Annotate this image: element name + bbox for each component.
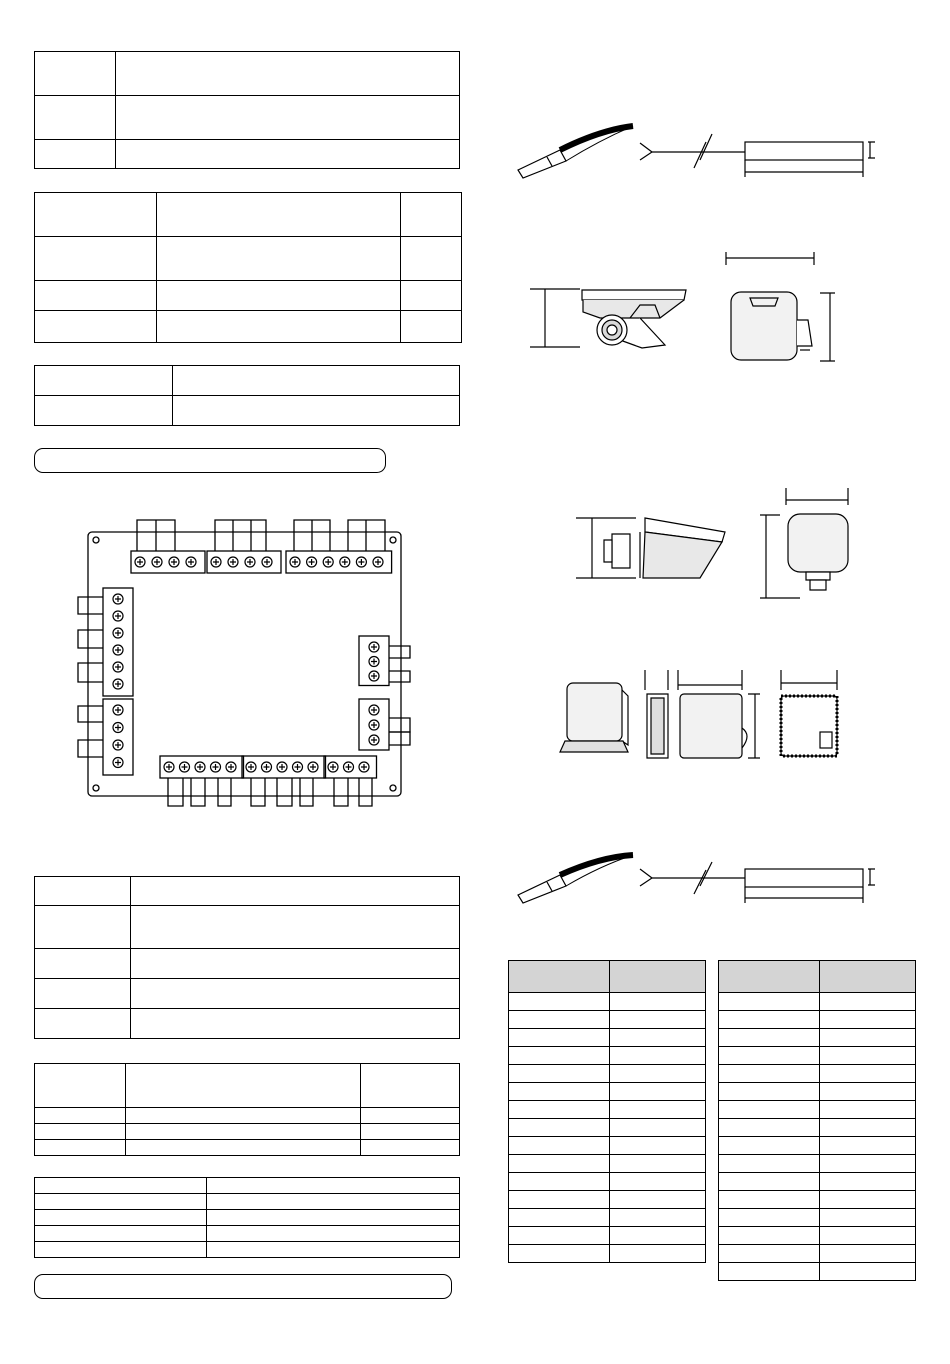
table-row xyxy=(509,1101,706,1119)
table-header-cell xyxy=(719,961,820,993)
table-cell xyxy=(610,1011,706,1029)
table-cell xyxy=(509,1155,610,1173)
table-row xyxy=(719,1083,916,1101)
table-cell xyxy=(719,1209,820,1227)
table-cell xyxy=(820,1209,916,1227)
table-cell xyxy=(719,1263,820,1281)
table-row xyxy=(509,1227,706,1245)
table-cell xyxy=(719,1137,820,1155)
table-row xyxy=(719,1065,916,1083)
table-cell xyxy=(719,1101,820,1119)
table-cell xyxy=(610,1083,706,1101)
table-cell xyxy=(820,1173,916,1191)
table-row xyxy=(719,1209,916,1227)
table-row xyxy=(509,1065,706,1083)
table-cell xyxy=(719,1119,820,1137)
table-cell xyxy=(610,1155,706,1173)
table-cell xyxy=(610,1227,706,1245)
table-cell xyxy=(719,1065,820,1083)
table-cell xyxy=(509,1065,610,1083)
table-cell xyxy=(719,1245,820,1263)
table-row xyxy=(719,1101,916,1119)
table-cell xyxy=(610,1101,706,1119)
table-cell xyxy=(719,1173,820,1191)
table-row xyxy=(509,1047,706,1065)
table-row xyxy=(509,1083,706,1101)
table-cell xyxy=(509,1209,610,1227)
table-cell xyxy=(509,1011,610,1029)
table-row xyxy=(719,1137,916,1155)
table-cell xyxy=(610,1137,706,1155)
table-cell xyxy=(610,1119,706,1137)
table-cell xyxy=(610,1209,706,1227)
table-cell xyxy=(509,1047,610,1065)
table-header-cell xyxy=(509,961,610,993)
table-row xyxy=(719,1245,916,1263)
table-cell xyxy=(610,1191,706,1209)
table-row xyxy=(719,1263,916,1281)
table-cell xyxy=(610,993,706,1011)
table-cell xyxy=(719,1155,820,1173)
table-cell xyxy=(610,1065,706,1083)
table-row xyxy=(719,1155,916,1173)
table-cell xyxy=(509,1101,610,1119)
table-header-cell xyxy=(610,961,706,993)
table-cell xyxy=(610,1047,706,1065)
table-cell xyxy=(509,1083,610,1101)
table-cell xyxy=(509,1029,610,1047)
table-cell xyxy=(820,1065,916,1083)
resistance-table-right xyxy=(718,960,916,1281)
table-cell xyxy=(509,1227,610,1245)
table-row xyxy=(719,1029,916,1047)
table-cell xyxy=(719,1029,820,1047)
table-cell xyxy=(820,1227,916,1245)
table-cell xyxy=(509,1245,610,1263)
table-cell xyxy=(719,1191,820,1209)
table-cell xyxy=(719,1011,820,1029)
table-cell xyxy=(719,993,820,1011)
table-row xyxy=(719,1011,916,1029)
table-cell xyxy=(820,1245,916,1263)
table-cell xyxy=(509,1137,610,1155)
table-cell xyxy=(820,1263,916,1281)
table-row xyxy=(509,993,706,1011)
table-cell xyxy=(719,1083,820,1101)
table-row xyxy=(509,1173,706,1191)
table-row xyxy=(509,1155,706,1173)
table-row xyxy=(509,1245,706,1263)
table-cell xyxy=(719,1047,820,1065)
table-cell xyxy=(509,993,610,1011)
table-row xyxy=(719,1173,916,1191)
table-row xyxy=(719,1227,916,1245)
table-cell xyxy=(820,1047,916,1065)
table-cell xyxy=(820,1119,916,1137)
table-row xyxy=(509,1119,706,1137)
table-row xyxy=(509,1029,706,1047)
table-row xyxy=(719,993,916,1011)
table-header-cell xyxy=(820,961,916,993)
table-cell xyxy=(509,1119,610,1137)
table-cell xyxy=(509,1173,610,1191)
table-row xyxy=(509,1011,706,1029)
table-cell xyxy=(719,1227,820,1245)
table-cell xyxy=(820,1101,916,1119)
table-cell xyxy=(820,1029,916,1047)
table-row xyxy=(719,1119,916,1137)
table-cell xyxy=(820,1011,916,1029)
table-cell xyxy=(820,1137,916,1155)
table-row xyxy=(509,1191,706,1209)
table-row xyxy=(509,1209,706,1227)
resistance-table-left xyxy=(508,960,706,1263)
table-cell xyxy=(610,1173,706,1191)
table-row xyxy=(509,1137,706,1155)
table-cell xyxy=(820,993,916,1011)
table-row xyxy=(719,1047,916,1065)
table-row xyxy=(719,1191,916,1209)
table-cell xyxy=(509,1191,610,1209)
table-cell xyxy=(820,1155,916,1173)
table-cell xyxy=(820,1191,916,1209)
table-cell xyxy=(610,1029,706,1047)
table-cell xyxy=(610,1245,706,1263)
table-cell xyxy=(820,1083,916,1101)
